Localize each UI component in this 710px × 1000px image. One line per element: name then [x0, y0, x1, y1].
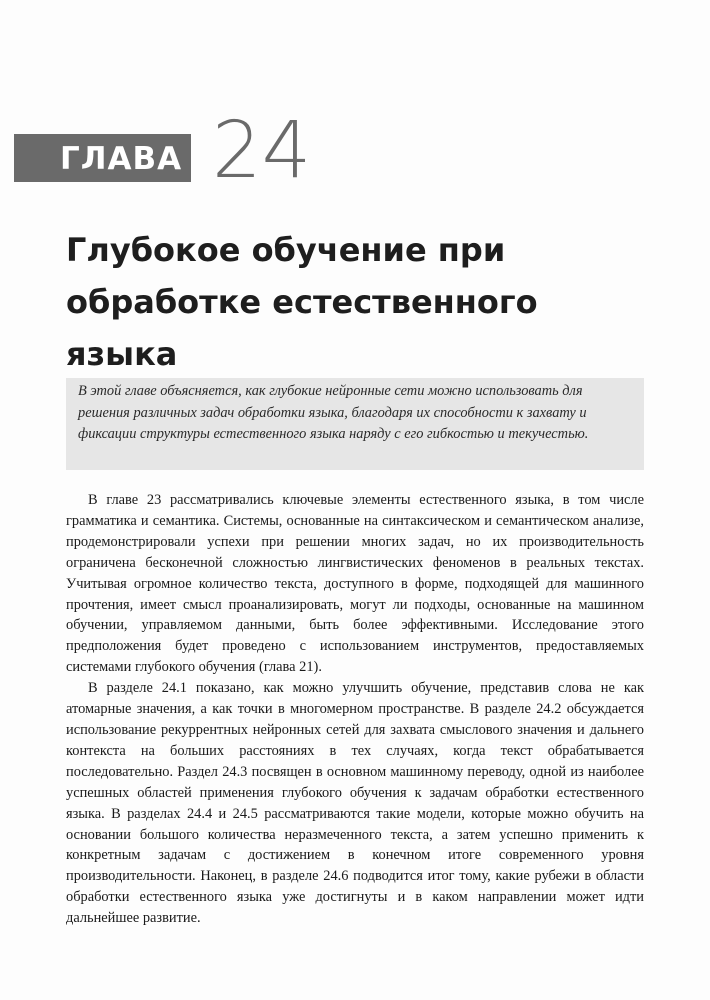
chapter-label: ГЛАВА: [60, 141, 183, 177]
chapter-title: Глубокое обучение при обработке естественного языка: [66, 231, 538, 373]
chapter-number: 24: [212, 106, 312, 196]
body-paragraph: В главе 23 рассматривались ключевые элементы естественного языка, в том числе грамматика и семантика. Системы, основанные на синтаксическом и семантическом анализе, продемонстрировали успехи при решении многих задач, но их производительность ограничена бесконечной сложностью лингвистических феноменов в реальных текстах. Учитывая огромное количество текста, доступного в форме, подходящей для машинного прочтения, имеет смысл проанализировать, могут ли подходы, основанные на машинном обучении, управляемом данными, быть более эффективными. Исследование этого предположения будет проведено с использованием инструментов, предоставляемых системами глубокого обучения (глава 21).: [66, 492, 644, 676]
chapter-abstract: В этой главе объясняется, как глубокие нейронные сети можно использовать для решения различных задач обработки языка, благодаря их способности к захвату и фиксации структуры естественного языка наряду с его гибкостью и текучестью.: [78, 383, 589, 442]
chapter-body: [66, 490, 644, 929]
chapter-abstract-box: [66, 378, 644, 470]
body-paragraph: В разделе 24.1 показано, как можно улучшить обучение, представив слова не как атомарные значения, а как точки в многомерном пространстве. В разделе 24.2 обсуждается использование рекуррентных нейронных сетей для захвата смыслового значения и дальнего контекста на больших расстояниях в тех случаях, когда текст обрабатывается последовательно. Раздел 24.3 посвящен в основном машинному переводу, одной из наиболее успешных областей применения глубокого обучения к задачам обработки естественного языка. В разделах 24.4 и 24.5 рассматриваются такие модели, которые можно обучить на основании большого количества неразмеченного текста, а затем успешно применить к конкретным задачам с достижением в конечном итоге современного уровня производительности. Наконец, в разделе 24.6 подводится итог тому, какие рубежи в области обработки естественного языка уже достигнуты и в каком направлении может идти дальнейшее развитие.: [66, 680, 644, 927]
